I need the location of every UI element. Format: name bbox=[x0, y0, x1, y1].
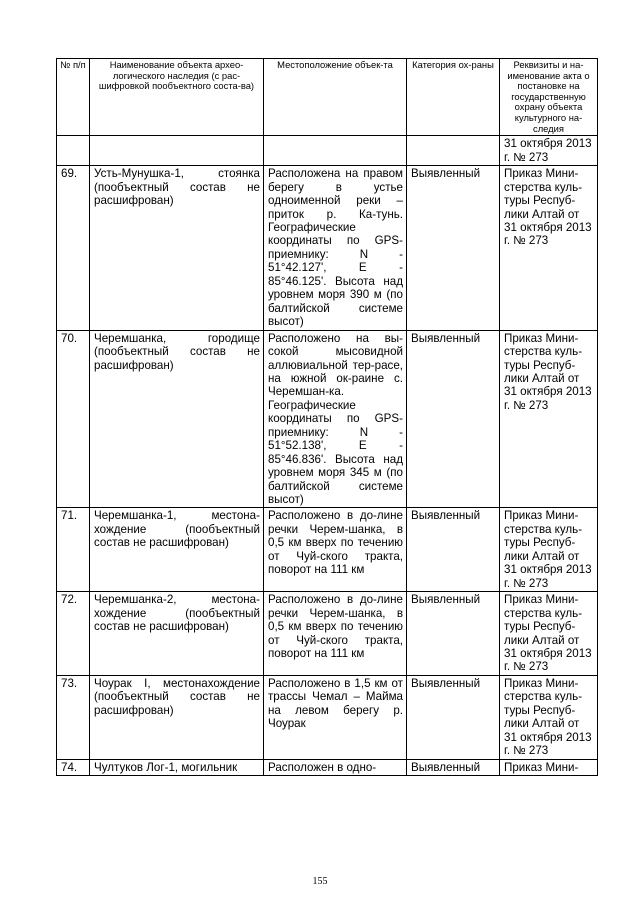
cell-object-name: Черемшанка, городище (пообъектный состав не расшифрован) bbox=[90, 330, 264, 508]
cell-object-name: Усть-Мунушка-1, стоянка (пообъектный состав не расшифрован) bbox=[90, 166, 264, 330]
cell-number: 74. bbox=[57, 759, 90, 775]
table-row bbox=[57, 592, 598, 676]
cell-act: Приказ Мини-стерства куль-туры Респуб-лики Алтай от 31 октября 2013 г. № 273 bbox=[500, 330, 598, 508]
table-row bbox=[57, 759, 598, 775]
cell-object-name bbox=[90, 136, 264, 166]
cell-category bbox=[407, 136, 500, 166]
cell-category: Выявленный bbox=[407, 508, 500, 592]
cell-number bbox=[57, 136, 90, 166]
cell-act: Приказ Мини- bbox=[500, 759, 598, 775]
cell-object-name: Чултуков Лог-1, могильник bbox=[90, 759, 264, 775]
cell-category: Выявленный bbox=[407, 675, 500, 759]
table-row bbox=[57, 330, 598, 508]
cell-number: 69. bbox=[57, 166, 90, 330]
cell-act: Приказ Мини-стерства куль-туры Респуб-лики Алтай от 31 октября 2013 г. № 273 bbox=[500, 592, 598, 676]
cell-location: Расположена на правом берегу в устье одноименной реки – приток р. Ка-тунь. Географические координаты по GPS-приемнику: N - 51°42.127', E - 85°46.125'. Высота над уровнем моря 390 м (по балтийской системе высот) bbox=[264, 166, 407, 330]
page-number: 155 bbox=[312, 876, 328, 887]
cell-location: Расположено в до-лине речки Черем-шанка, в 0,5 км вверх по течению от Чуй-ского тракта, поворот на 111 км bbox=[264, 508, 407, 592]
cell-number: 73. bbox=[57, 675, 90, 759]
cell-object-name: Черемшанка-2, местона-хождение (пообъектный состав не расшифрован) bbox=[90, 592, 264, 676]
table-row bbox=[57, 166, 598, 330]
cell-location: Расположено в до-лине речки Черем-шанка, в 0,5 км вверх по течению от Чуй-ского тракта, поворот на 111 км bbox=[264, 592, 407, 676]
cell-object-name: Чоурак I, местонахождение (пообъектный состав не расшифрован) bbox=[90, 675, 264, 759]
table-header-row bbox=[57, 59, 598, 136]
header-object-name: Наименование объекта архео-логического наследия (с рас-шифровкой пообъектного соста-ва) bbox=[90, 59, 264, 136]
header-category: Категория ох-раны bbox=[407, 59, 500, 136]
cell-location: Расположено в 1,5 км от трассы Чемал – Майма на левом берегу р. Чоурак bbox=[264, 675, 407, 759]
header-location: Местоположение объек-та bbox=[264, 59, 407, 136]
cell-act: Приказ Мини-стерства куль-туры Респуб-лики Алтай от 31 октября 2013 г. № 273 bbox=[500, 675, 598, 759]
cell-category: Выявленный bbox=[407, 759, 500, 775]
cell-category: Выявленный bbox=[407, 330, 500, 508]
cell-number: 70. bbox=[57, 330, 90, 508]
cell-number: 71. bbox=[57, 508, 90, 592]
table-row bbox=[57, 675, 598, 759]
cell-category: Выявленный bbox=[407, 166, 500, 330]
table-row bbox=[57, 508, 598, 592]
cell-location: Расположено на вы-сокой мысовидной аллювиальной тер-расе, на южной ок-раине с. Черемшан-ка. Географические координаты по GPS-приемнику: N - 51°52.138', E - 85°46.836'. Высота над уровнем моря 345 м (по балтийской системе высот) bbox=[264, 330, 407, 508]
table-row-continuation bbox=[57, 136, 598, 166]
cell-number: 72. bbox=[57, 592, 90, 676]
header-number: № п/п bbox=[57, 59, 90, 136]
cell-act: Приказ Мини-стерства куль-туры Респуб-лики Алтай от 31 октября 2013 г. № 273 bbox=[500, 508, 598, 592]
cell-category: Выявленный bbox=[407, 592, 500, 676]
cell-act: 31 октября 2013 г. № 273 bbox=[500, 136, 598, 166]
cell-location bbox=[264, 136, 407, 166]
heritage-register-table bbox=[56, 58, 598, 776]
cell-location: Расположен в одно- bbox=[264, 759, 407, 775]
header-act: Реквизиты и на-именование акта о постановке на государственную охрану объекта культурного на-следия bbox=[500, 59, 598, 136]
cell-act: Приказ Мини-стерства куль-туры Респуб-лики Алтай от 31 октября 2013 г. № 273 bbox=[500, 166, 598, 330]
cell-object-name: Черемшанка-1, местона-хождение (пообъектный состав не расшифрован) bbox=[90, 508, 264, 592]
